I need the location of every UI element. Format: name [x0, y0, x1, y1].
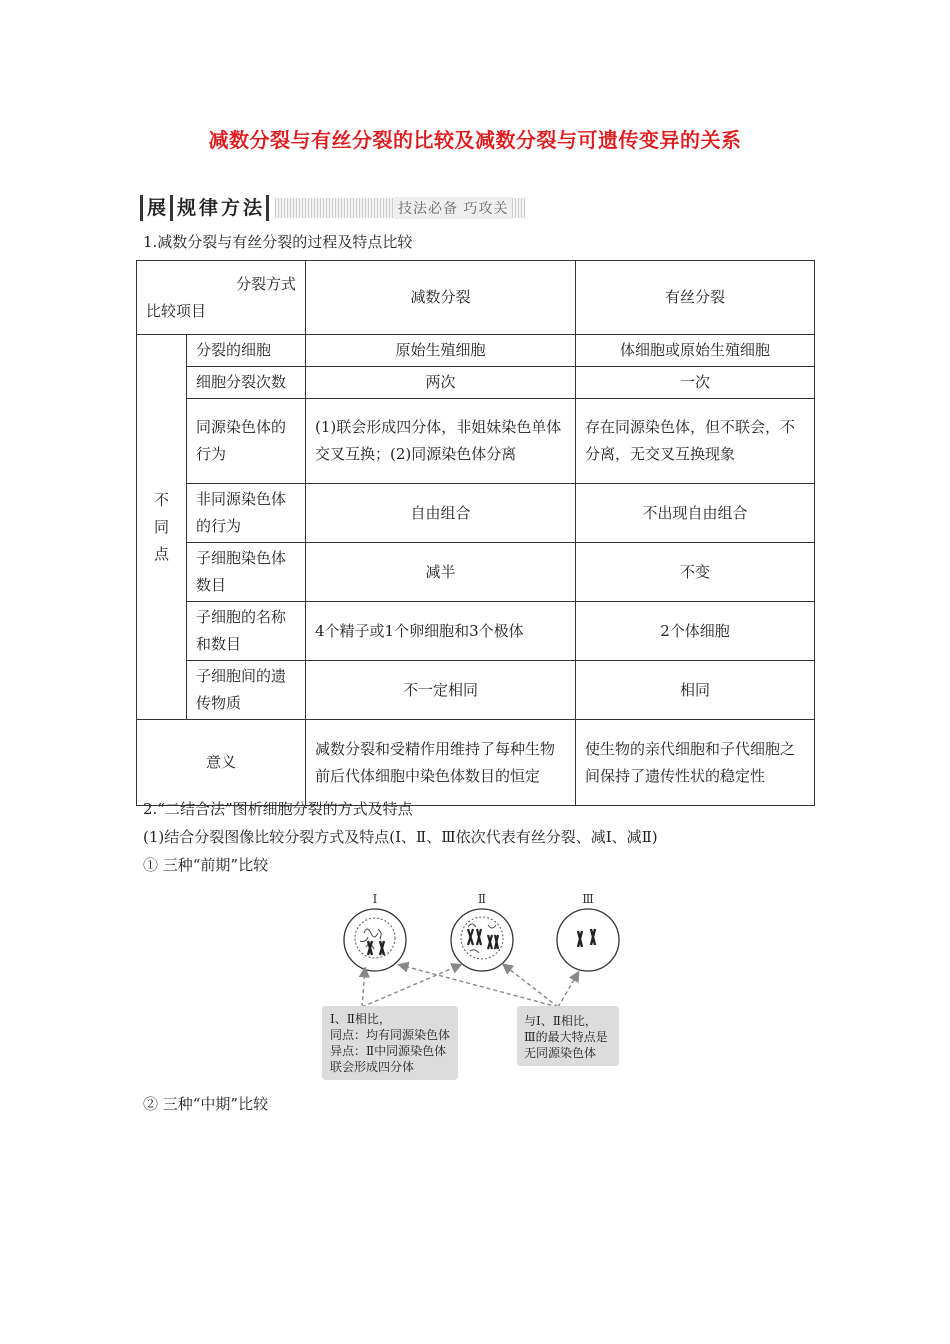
figure-label-1: Ⅰ — [372, 892, 378, 906]
comparison-table — [136, 260, 815, 806]
figure-label-2: Ⅱ — [477, 892, 487, 906]
meiosis-cell: 减数分裂和受精作用维持了每种生物前后代体细胞中染色体数目的恒定 — [306, 720, 576, 806]
page-title: 减数分裂与有丝分裂的比较及减数分裂与可遗传变异的关系 — [208, 128, 742, 152]
banner-divider — [170, 195, 173, 221]
cell-3 — [557, 909, 619, 971]
mitosis-cell: 相同 — [576, 661, 815, 720]
table-row — [137, 720, 815, 806]
section2-item1: ① 三种“前期”比较 — [143, 856, 269, 874]
group-label-char: 点 — [153, 544, 169, 563]
note-right-line: Ⅲ的最大特点是 — [524, 1030, 608, 1044]
group-label-char: 不 — [153, 490, 169, 509]
meiosis-cell: 不一定相同 — [306, 661, 576, 720]
meiosis-cell: 4个精子或1个卵细胞和3个极体 — [306, 602, 576, 661]
section-banner — [140, 195, 526, 221]
row-item: 非同源染色体的行为 — [187, 484, 306, 543]
meiosis-cell: (1)联会形成四分体，非姐妹染色单体交叉互换；(2)同源染色体分离 — [306, 399, 576, 484]
row-item: 同源染色体的行为 — [187, 399, 306, 484]
meiosis-cell: 减半 — [306, 543, 576, 602]
banner-tag: 技法必备 巧攻关 — [394, 197, 512, 219]
mitosis-cell: 存在同源染色体，但不联会，不分离，无交叉互换现象 — [576, 399, 815, 484]
corner-bottom: 比较项目 — [146, 301, 207, 320]
table-row — [137, 399, 815, 484]
banner-char: 法 — [243, 197, 263, 219]
cell-2 — [451, 909, 513, 971]
banner-char: 规 — [177, 197, 197, 219]
corner-cell — [137, 261, 306, 335]
meiosis-cell: 自由组合 — [306, 484, 576, 543]
banner-divider — [140, 195, 143, 221]
row-item: 分裂的细胞 — [187, 335, 306, 367]
section2-heading: 2.“二结合法”图析细胞分裂的方式及特点 — [143, 800, 413, 818]
mitosis-cell: 使生物的亲代细胞和子代细胞之间保持了遗传性状的稳定性 — [576, 720, 815, 806]
mitosis-cell: 不出现自由组合 — [576, 484, 815, 543]
row-item: 子细胞的名称和数目 — [187, 602, 306, 661]
group-label-cell — [137, 335, 187, 720]
figure-label-3: Ⅲ — [582, 892, 594, 906]
note-left-line: Ⅰ、Ⅱ相比， — [330, 1012, 391, 1026]
note-right-line: 与Ⅰ、Ⅱ相比， — [524, 1014, 597, 1028]
note-left-line: 异点：Ⅱ中同源染色体 — [330, 1044, 447, 1058]
section2-item2: ② 三种“中期”比较 — [143, 1095, 269, 1113]
table-row — [137, 543, 815, 602]
table-row — [137, 602, 815, 661]
mitosis-cell: 一次 — [576, 367, 815, 399]
group-label-char: 同 — [153, 517, 169, 536]
row-item: 子细胞间的遗传物质 — [187, 661, 306, 720]
meiosis-cell: 两次 — [306, 367, 576, 399]
section1-heading: 1.减数分裂与有丝分裂的过程及特点比较 — [143, 233, 413, 251]
section2-sub1: (1)结合分裂图像比较分裂方式及特点(Ⅰ、Ⅱ、Ⅲ依次代表有丝分裂、减Ⅰ、减Ⅱ) — [143, 828, 658, 846]
row-item: 细胞分裂次数 — [187, 367, 306, 399]
significance-label: 意义 — [137, 720, 306, 806]
note-right-text — [524, 1013, 608, 1060]
mitosis-cell: 2个体细胞 — [576, 602, 815, 661]
row-item: 子细胞染色体数目 — [187, 543, 306, 602]
meiosis-cell: 原始生殖细胞 — [306, 335, 576, 367]
col-header-meiosis: 减数分裂 — [306, 261, 576, 335]
table-row — [137, 367, 815, 399]
note-right-line: 无同源染色体 — [524, 1046, 597, 1060]
banner-char: 方 — [221, 197, 241, 219]
col-header-mitosis: 有丝分裂 — [576, 261, 815, 335]
note-left-line: 联会形成四分体 — [330, 1060, 415, 1074]
figure-arrows — [362, 965, 578, 1007]
mitosis-cell: 不变 — [576, 543, 815, 602]
banner-char: 展 — [147, 197, 167, 219]
prophase-comparison-figure — [320, 885, 632, 1085]
table-row — [137, 661, 815, 720]
mitosis-cell: 体细胞或原始生殖细胞 — [576, 335, 815, 367]
banner-char: 律 — [199, 197, 219, 219]
table-row — [137, 484, 815, 543]
table-row — [137, 335, 815, 367]
cell-1 — [344, 909, 406, 971]
corner-top: 分裂方式 — [236, 274, 297, 293]
note-left-line: 同点：均有同源染色体 — [330, 1028, 451, 1042]
table-header-row — [137, 261, 815, 335]
banner-divider — [266, 195, 269, 221]
